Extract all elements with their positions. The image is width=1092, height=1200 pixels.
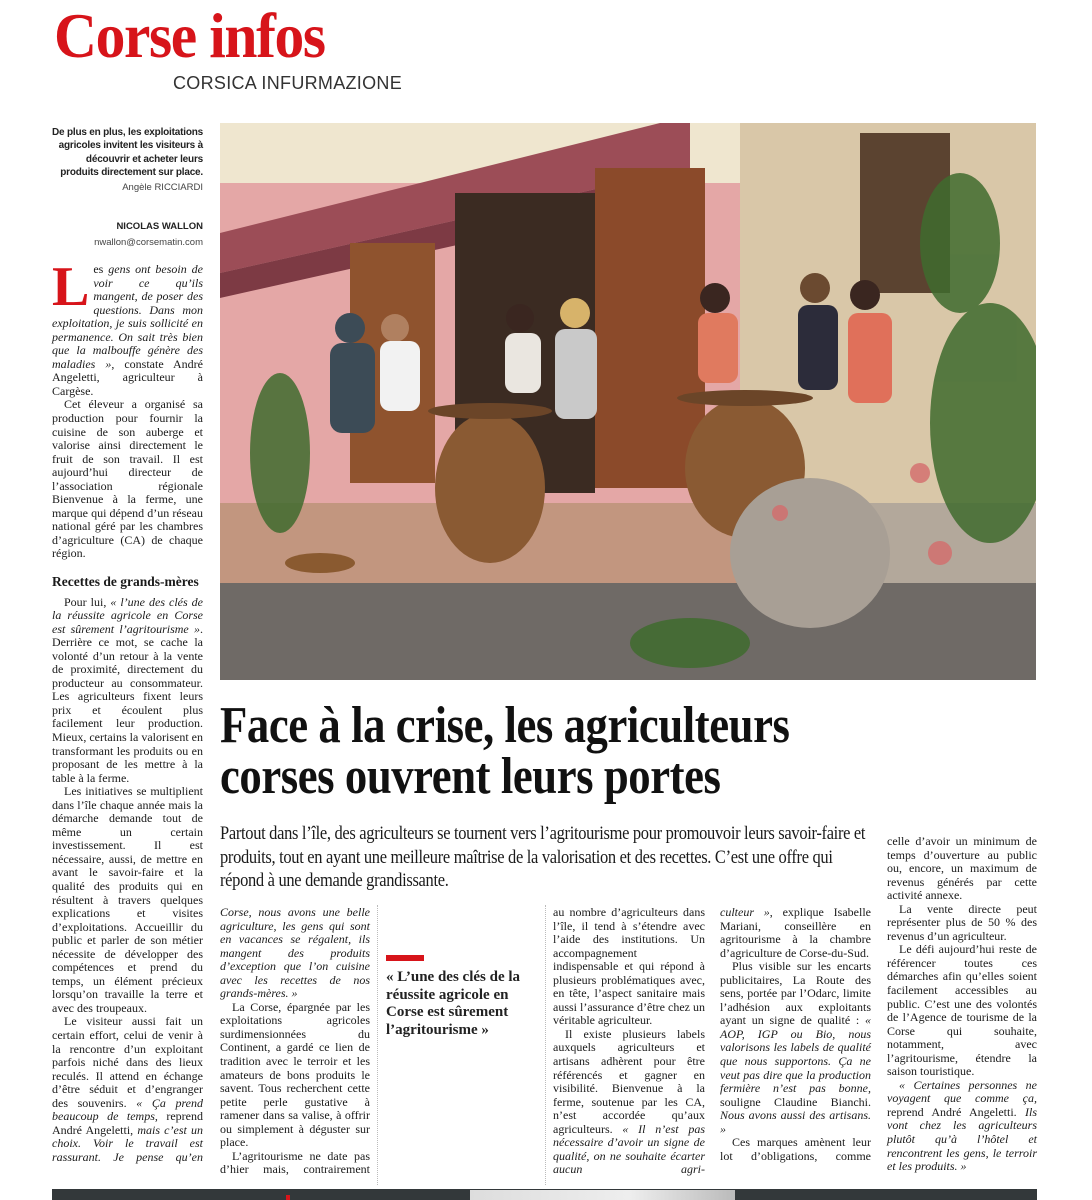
- body-text: au nombre d’agriculteurs dans l’île, il tend à s’étendre avec l’aide des institutions. Un accompagnement indispensable et qui répond à plusieurs problématiques avec, en tête, l’aspect sanitaire mais aussi l’assurance d’être chez un véritable agriculteur.: [553, 905, 705, 1028]
- article-paragraph: [553, 906, 705, 1028]
- footer-ad-image: [470, 1190, 735, 1200]
- body-text: reprend André Angeletti,: [52, 1109, 203, 1137]
- body-text: Le défi aujourd’hui reste de référencer toutes ces démarches afin qu’elles soient facilement accessibles au public. C’est une des volontés de l’Agence de tourisme de la Corse qui souhaite, notamment, avec l’agritourisme, étendre la saison touristique.: [887, 942, 1037, 1079]
- quote-text: Corse, nous avons une belle agriculture, les gens qui sont en vacances se régalent, ils mangent des produits d’exception que l’on cuisine avec les recettes de nos grands-mères. »: [220, 905, 370, 1001]
- body-text: L’agritourisme ne date pas d’hier mais, contrairement: [220, 1148, 370, 1177]
- article-paragraph: [720, 960, 871, 1136]
- author-email[interactable]: nwallon@corsematin.com: [94, 237, 203, 248]
- headline-line-2: corses ouvrent leurs portes: [220, 748, 721, 805]
- article-paragraph: [220, 906, 370, 1001]
- photo-caption: De plus en plus, les exploitations agricoles invitent les visiteurs à découvrir et acheter leurs produits directement sur place.: [52, 127, 204, 179]
- footer-red-mark: [286, 1195, 290, 1200]
- pull-quote-accent-bar: [386, 955, 424, 961]
- column-divider: [545, 905, 546, 1185]
- body-text: souligne Claudine Bianchi.: [720, 1094, 871, 1109]
- byline-block: [52, 220, 203, 250]
- article-paragraph: [887, 943, 1037, 1078]
- body-text: reprend André Angeletti.: [887, 1104, 1025, 1119]
- article-paragraph: [720, 906, 871, 960]
- pull-quote: [386, 955, 536, 1039]
- article-paragraph: [887, 1079, 1037, 1174]
- body-text: Ces marques amènent leur lot d’obligations, comme: [720, 1135, 871, 1163]
- body-text: . Derrière ce mot, se cache la volonté d’un retour à la vente de proximité, directement du producteur au consommateur. Les agriculteurs fixent leurs prix et écoulent plus facilement leur production. Mieux, certains la valorisent en transformant les produits ou en proposant de les mettre à la table à la ferme.: [52, 621, 203, 785]
- photo-caption-block: [52, 126, 203, 194]
- article-paragraph: [52, 596, 203, 786]
- quote-text: Ils vont chez les agriculteurs plutôt qu’à l’hôtel et rencontrent les gens, le terroir et les produits. »: [887, 1104, 1037, 1174]
- quote-text: gens ont besoin de voir ce qu’ils mangent, de poser des questions. Dans mon exploitation, je suis sollicité en permanence. On sait très bien que la malbouffe génère des maladies »: [52, 262, 203, 371]
- headline-line-1: Face à la crise, les agriculteurs: [220, 697, 790, 754]
- body-text: celle d’avoir un minimum de temps d’ouverture au public ou, encore, un maximum de revenus générés par cette activité annexe.: [887, 834, 1037, 903]
- body-text: Plus visible sur les encarts publicitaires, La Route des sens, portée par l’Odarc, limite l’adhésion aux exploitants ayant un signe de qualité :: [720, 959, 871, 1028]
- quote-text: « Il n’est pas nécessaire d’avoir un signe de qualité, on ne souhaite écarter aucun agri-: [553, 1121, 705, 1177]
- article-paragraph: [220, 1150, 370, 1177]
- body-text: Il existe plusieurs labels auxquels agriculteurs et artisans adhèrent pour être référencés et gagner en visibilité. Bienvenue à la ferme, soutenue par les CA, n’est accordée qu’aux agriculteurs.: [553, 1026, 705, 1136]
- body-text: Les initiatives se multiplient dans l’île chaque année mais la démarche demande tout de même un certain investissement. Il est nécessaire, aussi, de mettre en avant le savoir-faire et la qualité des produits qui en résultent à travers quelques explications et visites d’exploitations. Accueillir du public et parler de son métier nécessite de développer des compétences et prend du temps, un élément précieux lorsqu’on travaille la terre et avec des troupeaux.: [52, 784, 203, 1015]
- masthead-tagline: CORSICA INFURMAZIONE: [173, 73, 403, 93]
- body-text: , constate André Angeletti, agriculteur à Cargèse.: [52, 356, 203, 398]
- farm-terrace-photo: [220, 123, 1036, 680]
- article-photo: [220, 123, 1036, 680]
- quote-text: « Ça prend beaucoup de temps,: [52, 1095, 203, 1124]
- photo-credit: Angèle RICCIARDI: [122, 181, 203, 193]
- subhead: Recettes de grands-mères: [52, 574, 199, 590]
- article-paragraph: [52, 785, 203, 1015]
- quote-text: « Certaines personnes ne voyagent que comme ça,: [887, 1077, 1037, 1106]
- standfirst: Partout dans l’île, des agriculteurs se tournent vers l’agritourisme pour promouvoir leurs savoir-faire et produits, tout en ayant une meilleure maîtrise de la valorisation et des recettes. C’est une offre qui répond à une demande grandissante.: [220, 824, 866, 891]
- quote-text: « l’une des clés de la réussite agricole en Corse est sûrement l’agritourisme »: [52, 594, 203, 636]
- pull-quote-text: « L’une des clés de la réussite agricole en Corse est sûrement l’agritourisme »: [386, 969, 521, 1038]
- article-column-3: [553, 906, 705, 1177]
- quote-text: Nous avons aussi des artisans. »: [720, 1108, 871, 1136]
- body-text: Cet éleveur a organisé sa production pour fournir la cuisine de son auberge et valorise ainsi directement le fruit de son travail. Il est aujourd’hui directeur de l’association régionale Bienvenue à la ferme, une marque qui dépend d’un réseau national géré par les chambres d’agriculture (CA) de chaque région.: [52, 397, 203, 561]
- article-paragraph: [887, 903, 1037, 944]
- article-paragraph: [52, 1015, 203, 1164]
- body-text: , explique Isabelle Mariani, conseillère en agritourisme à la chambre d’agriculture de Corse-du-Sud.: [720, 905, 871, 960]
- author-name: NICOLAS WALLON: [116, 221, 203, 232]
- article-paragraph: [887, 835, 1037, 903]
- column-divider: [377, 905, 378, 1185]
- masthead-logo[interactable]: Corse infos: [54, 0, 325, 71]
- headline: [220, 697, 790, 805]
- article-paragraph: [720, 1136, 871, 1163]
- body-text: Pour lui,: [64, 594, 111, 609]
- quote-text: « AOP, IGP ou Bio, nous valorisons les labels de qualité que nous supportons. Ça ne veut pas dire que la production fermière n’est pas bonne,: [720, 1013, 871, 1096]
- quote-text: mais c’est un choix. Voir le travail est rassurant. Je pense qu’en: [52, 1122, 203, 1164]
- body-text: es: [93, 262, 109, 276]
- body-text: Le visiteur aussi fait un certain effort, celui de venir à la rencontre d’un exploitant parfois niché dans des lieux reculés. Il attend en échange d’être séduit et d’engranger des souvenirs.: [52, 1014, 203, 1110]
- drop-cap: L: [52, 256, 90, 318]
- article-column-4: [720, 906, 871, 1163]
- article-paragraph: [553, 1028, 705, 1177]
- article-column-5: [887, 835, 1037, 1174]
- body-text: La vente directe peut représenter plus de 50 % des revenus d’un agriculteur.: [887, 901, 1037, 943]
- article-paragraph: [52, 398, 203, 561]
- article-column-left: [52, 256, 203, 1165]
- quote-text: culteur »: [720, 905, 770, 919]
- article-column-2: [220, 906, 370, 1177]
- article-paragraph: [220, 1001, 370, 1150]
- body-text: La Corse, épargnée par les exploitations agricoles surdimensionnées du Continent, a gardé ce lien de tradition avec le terroir et les amateurs de bons produits le savent. Tous recherchent cette petite perle gustative à ramener dans sa valise, à offrir ou simplement à déguster sur place.: [220, 999, 370, 1150]
